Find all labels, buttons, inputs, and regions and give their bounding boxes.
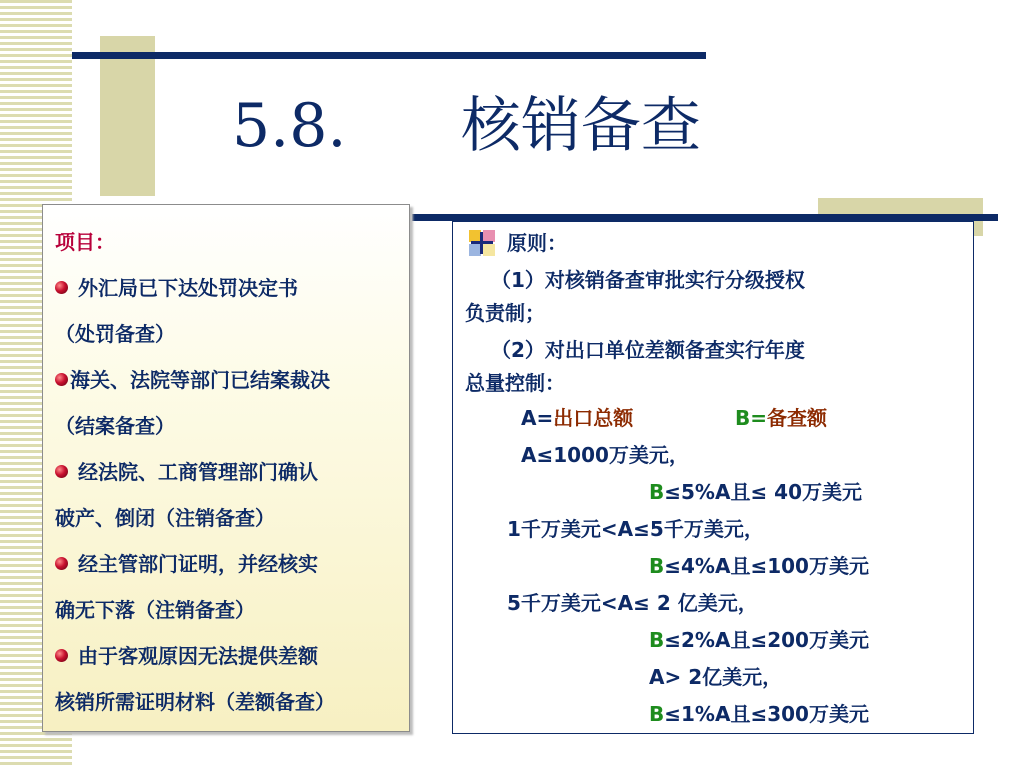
- bullet-icon: [55, 557, 68, 570]
- tier-4-condition: A> 2亿美元，: [649, 665, 783, 689]
- list-item-continuation: （处罚备查）: [55, 322, 175, 346]
- list-item: 海关、法院等部门已结案裁决: [55, 357, 403, 403]
- tier-3-limit: B≤2%A且≤200万美元: [649, 628, 869, 652]
- list-item: 由于客观原因无法提供差额: [55, 633, 403, 679]
- list-item: 经法院、工商管理部门确认: [55, 449, 403, 495]
- principles-heading: 原则：: [507, 231, 567, 255]
- principle-1-line-2: 负责制；: [465, 301, 545, 325]
- tier-1-limit: B≤5%A且≤ 40万美元: [649, 480, 862, 504]
- principle-2-line-2: 总量控制：: [465, 371, 565, 395]
- list-item-continuation: 破产、倒闭（注销备查）: [55, 506, 275, 530]
- project-heading: 项目：: [55, 230, 115, 254]
- tier-4-limit: B≤1%A且≤300万美元: [649, 702, 869, 726]
- project-list-panel: [42, 204, 410, 732]
- principles-panel: [452, 221, 974, 734]
- tier-3-condition: 5千万美元<A≤ 2 亿美元，: [507, 591, 758, 615]
- cross-bullet-icon: [469, 230, 495, 256]
- principle-1-line-1: （1）对核销备查审批实行分级授权: [491, 268, 805, 292]
- slide-title: 5.8. 核销备查: [232, 91, 701, 161]
- tier-2-limit: B≤4%A且≤100万美元: [649, 554, 869, 578]
- bullet-icon: [55, 373, 68, 386]
- bullet-icon: [55, 649, 68, 662]
- bullet-icon: [55, 465, 68, 478]
- list-item-continuation: 核销所需证明材料（差额备查）: [55, 690, 335, 714]
- content-rule: [412, 214, 998, 221]
- title-rule: [72, 52, 706, 59]
- list-item-continuation: （结案备查）: [55, 414, 175, 438]
- list-item: 经主管部门证明，并经核实: [55, 541, 403, 587]
- list-item-continuation: 确无下落（注销备查）: [55, 598, 255, 622]
- principle-2-line-1: （2）对出口单位差额备查实行年度: [491, 338, 805, 362]
- tier-2-condition: 1千万美元<A≤5千万美元，: [507, 517, 764, 541]
- bullet-icon: [55, 281, 68, 294]
- tier-1-condition: A≤1000万美元，: [521, 443, 689, 467]
- title-accent-block: [100, 36, 155, 196]
- definition-b: B=备查额: [735, 406, 828, 430]
- definition-a: A=出口总额: [521, 406, 634, 430]
- list-item: 外汇局已下达处罚决定书: [55, 265, 403, 311]
